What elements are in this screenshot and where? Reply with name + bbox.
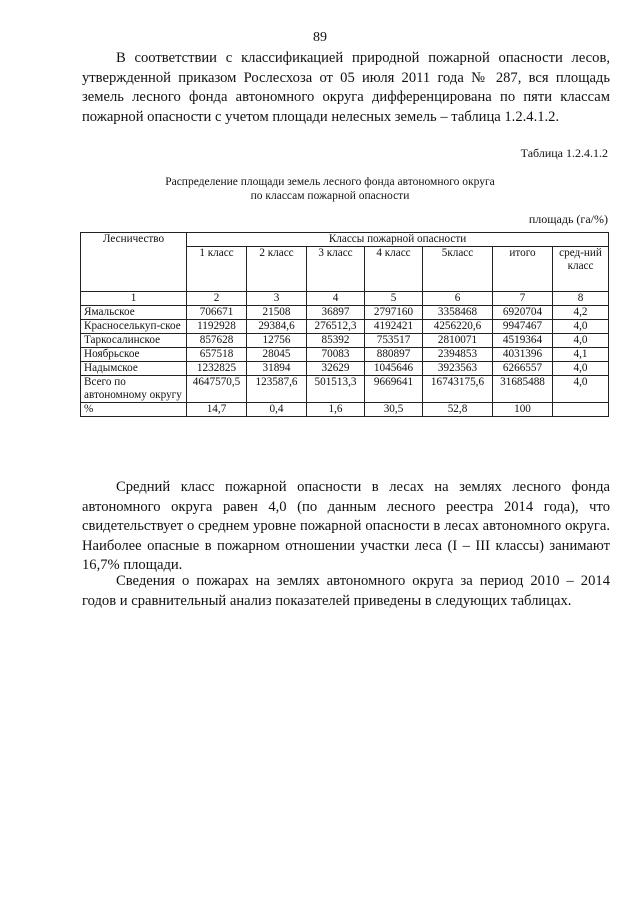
value-cell: 1045646 — [365, 362, 423, 376]
value-cell: 6266557 — [493, 362, 553, 376]
value-cell: 85392 — [307, 334, 365, 348]
forestry-name-cell: Красноселькуп-ское — [81, 320, 187, 334]
value-cell: 276512,3 — [307, 320, 365, 334]
column-index: 3 — [247, 292, 307, 306]
value-cell: 30,5 — [365, 403, 423, 417]
value-cell: 32629 — [307, 362, 365, 376]
forestry-name-cell: Надымское — [81, 362, 187, 376]
table-title-line-1: Распределение площади земель лесного фонда автономного округа — [165, 176, 495, 188]
intro-paragraph: В соответствии с классификацией природной пожарной опасности лесов, утвержденной приказом Рослесхоза от 05 июля 2011 года № 287, вся площадь земель лесного фонда автономного округа дифференцирована по пяти классам пожарной опасности с учетом площади нелесных земель – таблица 1.2.4.1.2. — [82, 50, 610, 125]
value-cell: 657518 — [187, 348, 247, 362]
subcol-header: 2 класс — [247, 247, 307, 292]
value-cell: 4647570,5 — [187, 376, 247, 403]
value-cell: 2810071 — [423, 334, 493, 348]
subcol-header: итого — [493, 247, 553, 292]
column-index: 2 — [187, 292, 247, 306]
value-cell: 2797160 — [365, 306, 423, 320]
subcol-header: 3 класс — [307, 247, 365, 292]
table-row — [81, 376, 609, 403]
table-reference: Таблица 1.2.4.1.2 — [520, 146, 608, 160]
col-header-classes: Классы пожарной опасности — [187, 233, 609, 247]
paragraph-average-class: Средний класс пожарной опасности в лесах на землях лесного фонда автономного округа равен 4,0 (по данным лесного реестра 2014 года), что свидетельствует о среднем уровне пожарной опасности в лесах автономного округа. Наиболее опасные в пожарном отношении участки леса (I – III классы) занимают 16,7% площади. — [82, 479, 610, 574]
value-cell: 4,1 — [553, 348, 609, 362]
value-cell: 4,2 — [553, 306, 609, 320]
value-cell: 2394853 — [423, 348, 493, 362]
value-cell: 52,8 — [423, 403, 493, 417]
value-cell: 3358468 — [423, 306, 493, 320]
subcol-header: 4 класс — [365, 247, 423, 292]
value-cell: 70083 — [307, 348, 365, 362]
value-cell — [553, 403, 609, 417]
table-row — [81, 362, 609, 376]
forestry-name-cell: Ноябрьское — [81, 348, 187, 362]
value-cell: 31685488 — [493, 376, 553, 403]
value-cell: 880897 — [365, 348, 423, 362]
forestry-name-cell: Всего по автономному округу — [81, 376, 187, 403]
value-cell: 4,0 — [553, 320, 609, 334]
value-cell: 9669641 — [365, 376, 423, 403]
table-title — [110, 175, 550, 203]
value-cell: 3923563 — [423, 362, 493, 376]
value-cell: 501513,3 — [307, 376, 365, 403]
value-cell: 28045 — [247, 348, 307, 362]
table-title-line-2: по классам пожарной опасности — [250, 190, 410, 202]
value-cell: 4256220,6 — [423, 320, 493, 334]
value-cell: 29384,6 — [247, 320, 307, 334]
column-index: 7 — [493, 292, 553, 306]
column-index: 6 — [423, 292, 493, 306]
value-cell: 4,0 — [553, 362, 609, 376]
value-cell: 31894 — [247, 362, 307, 376]
column-index: 5 — [365, 292, 423, 306]
value-cell: 4,0 — [553, 334, 609, 348]
table-row — [81, 334, 609, 348]
paragraph-fire-info: Сведения о пожарах на землях автономного округа за период 2010 – 2014 годов и сравнительный анализ показателей приведены в следующих таблицах. — [82, 573, 610, 609]
column-index: 8 — [553, 292, 609, 306]
value-cell: 4031396 — [493, 348, 553, 362]
value-cell: 4519364 — [493, 334, 553, 348]
col-header-forestry: Лесничество — [81, 233, 187, 292]
subcol-header: 5класс — [423, 247, 493, 292]
value-cell: 4192421 — [365, 320, 423, 334]
units-label: площадь (га/%) — [528, 212, 608, 226]
table-row — [81, 403, 609, 417]
table-row — [81, 306, 609, 320]
table-row — [81, 320, 609, 334]
value-cell: 1192928 — [187, 320, 247, 334]
value-cell: 6920704 — [493, 306, 553, 320]
table-body — [81, 306, 609, 417]
value-cell: 857628 — [187, 334, 247, 348]
page-number: 89 — [313, 30, 327, 45]
subcol-header: сред-ний класс — [553, 247, 609, 292]
value-cell: 753517 — [365, 334, 423, 348]
forestry-name-cell: % — [81, 403, 187, 417]
value-cell: 100 — [493, 403, 553, 417]
value-cell: 36897 — [307, 306, 365, 320]
subcol-header: 1 класс — [187, 247, 247, 292]
value-cell: 706671 — [187, 306, 247, 320]
fire-danger-table — [80, 232, 609, 417]
value-cell: 14,7 — [187, 403, 247, 417]
value-cell: 123587,6 — [247, 376, 307, 403]
value-cell: 9947467 — [493, 320, 553, 334]
value-cell: 12756 — [247, 334, 307, 348]
value-cell: 21508 — [247, 306, 307, 320]
value-cell: 1,6 — [307, 403, 365, 417]
value-cell: 16743175,6 — [423, 376, 493, 403]
value-cell: 0,4 — [247, 403, 307, 417]
column-index: 1 — [81, 292, 187, 306]
forestry-name-cell: Таркосалинское — [81, 334, 187, 348]
column-index-row — [81, 292, 609, 306]
value-cell: 1232825 — [187, 362, 247, 376]
column-index: 4 — [307, 292, 365, 306]
forestry-name-cell: Ямальское — [81, 306, 187, 320]
value-cell: 4,0 — [553, 376, 609, 403]
table-row — [81, 348, 609, 362]
